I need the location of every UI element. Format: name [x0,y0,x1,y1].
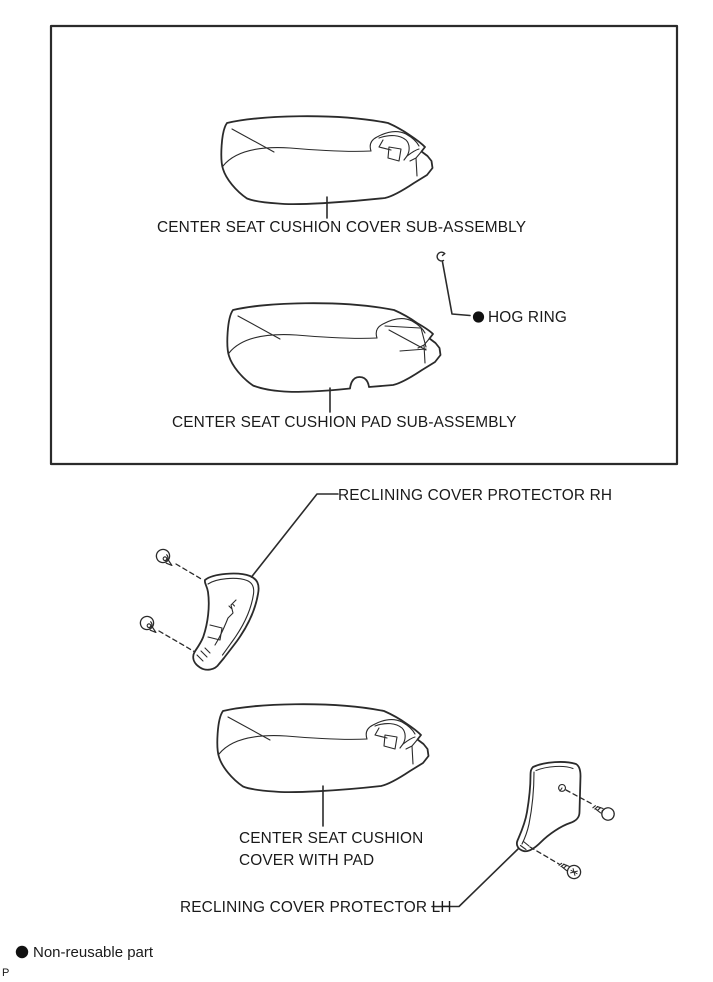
screw-icon [557,858,583,881]
screw-icon [591,801,617,823]
screw-guide-dashed-line [159,631,195,652]
leader-line-hog-ring [443,262,471,316]
figure-box [51,26,677,464]
label-cover-with-pad [239,828,423,872]
seat-cushion-cover-with-pad-illustration [217,704,428,792]
screw-guide-dashed-line [176,564,203,580]
non-reusable-bullet-icon [16,946,28,958]
leader-line-protector-rh [252,494,339,577]
label-pad-sub-assembly: CENTER SEAT CUSHION PAD SUB-ASSEMBLY [172,414,517,431]
leader-line-protector-lh [432,849,518,907]
page-corner-mark: P [2,967,10,979]
label-protector-lh: RECLINING COVER PROTECTOR LH [180,899,452,916]
legend-non-reusable-label: Non-reusable part [33,944,154,961]
reclining-cover-protector-lh-illustration [517,762,581,851]
reclining-cover-protector-rh-illustration [193,574,258,670]
label-protector-rh: RECLINING COVER PROTECTOR RH [338,487,613,504]
seat-cushion-cover-illustration [221,116,432,204]
seat-cushion-pad-illustration [227,303,440,392]
label-cover-with-pad-line2: COVER WITH PAD [239,852,375,869]
label-cover-sub-assembly: CENTER SEAT CUSHION COVER SUB-ASSEMBLY [157,219,527,236]
label-cover-with-pad-line1: CENTER SEAT CUSHION [239,830,424,847]
screw-icon [154,547,177,568]
label-hog-ring: HOG RING [488,309,568,326]
hog-ring-bullet-icon [473,311,484,322]
screw-guide-dashed-line [530,847,559,864]
screw-icon [138,614,161,635]
hog-ring-icon [437,252,445,261]
